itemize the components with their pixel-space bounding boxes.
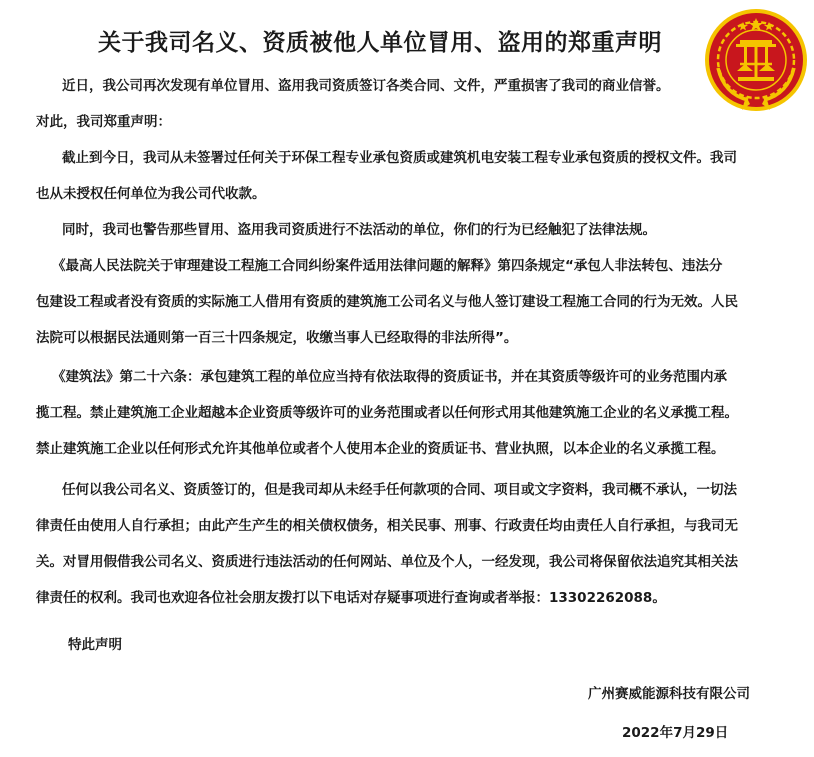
paragraph-line: 任何以我公司名义、资质签订的，但是我司却从未经手任何款项的合同、项目或文字资料，我司概不承认，一切法 [62,482,737,498]
document-title: 关于我司名义、资质被他人单位冒用、盗用的郑重声明 [98,30,662,56]
paragraph-line: 律责任由使用人自行承担；由此产生产生的相关债权债务，相关民事、刑事、行政责任均由责任人自行承担，与我司无 [36,518,738,534]
paragraph-line: 包建设工程或者没有资质的实际施工人借用有资质的建筑施工公司名义与他人签订建设工程施工合同的行为无效。人民 [36,294,738,310]
paragraph-line: 同时，我司也警告那些冒用、盗用我司资质进行不法活动的单位，你们的行为已经触犯了法律法规。 [62,222,656,238]
signature-date: 2022年7月29日 [622,725,729,741]
paragraph-line: 关。对冒用假借我公司名义、资质进行违法活动的任何网站、单位及个人，一经发现，我公司将保留依法追究其相关法 [36,554,738,570]
paragraph-line: 近日，我公司再次发现有单位冒用、盗用我司资质签订各类合同、文件，严重损害了我司的商业信誉。 [62,78,670,94]
paragraph-line: 揽工程。禁止建筑施工企业超越本企业资质等级许可的业务范围或者以任何形式用其他建筑施工企业的名义承揽工程。 [36,405,738,421]
paragraph-line: 法院可以根据民法通则第一百三十四条规定，收缴当事人已经取得的非法所得”。 [36,330,518,346]
paragraph-line: 律责任的权利。我司也欢迎各位社会朋友拨打以下电话对存疑事项进行查询或者举报：13302262088。 [36,590,666,606]
closing-statement: 特此声明 [68,637,122,653]
paragraph-line: 对此，我司郑重声明： [36,114,171,130]
paragraph-line: 也从未授权任何单位为我公司代收款。 [36,186,266,202]
paragraph-line: 禁止建筑施工企业以任何形式允许其他单位或者个人使用本企业的资质证书、营业执照，以本企业的名义承揽工程。 [36,441,725,457]
paragraph-line: 截止到今日，我司从未签署过任何关于环保工程专业承包资质或建筑机电安装工程专业承包资质的授权文件。我司 [62,150,737,166]
paragraph-line: 《建筑法》第二十六条：承包建筑工程的单位应当持有依法取得的资质证书，并在其资质等级许可的业务范围内承 [52,369,727,385]
paragraph-line: 《最高人民法院关于审理建设工程施工合同纠纷案件适用法律问题的解释》第四条规定“承包人非法转包、违法分 [52,258,723,274]
court-emblem-icon [704,8,808,112]
company-signature: 广州赛威能源科技有限公司 [588,686,750,702]
